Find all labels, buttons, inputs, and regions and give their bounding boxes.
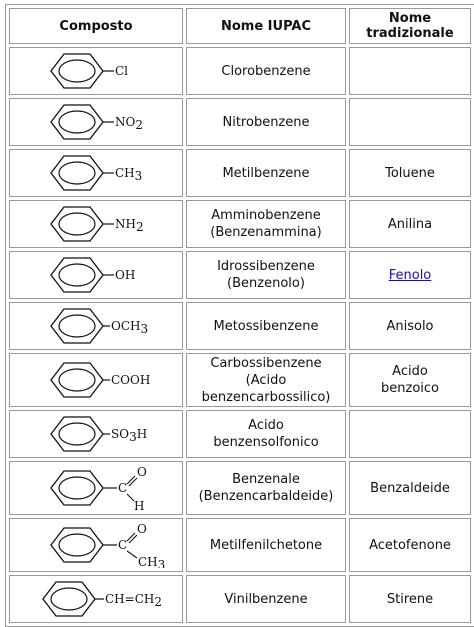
svg-text:CH3 [138, 555, 165, 568]
iupac-name-cell [186, 575, 346, 623]
structure-cell [9, 251, 183, 299]
traditional-name: Acetofenone [369, 537, 451, 553]
traditional-name-cell [349, 302, 471, 350]
traditional-name-cell [349, 410, 471, 458]
traditional-name-line1: Acido [392, 364, 428, 379]
structure-cell [9, 575, 183, 623]
iupac-name: Clorobenzene [221, 63, 311, 79]
substituent-label: CH=CH [105, 592, 155, 606]
iupac-name-cell [186, 302, 346, 350]
table-row [9, 98, 471, 146]
structure-cell [9, 149, 183, 197]
methyl-subscript: 3 [157, 558, 166, 568]
traditional-name-cell [349, 461, 471, 515]
traditional-name-cell [349, 575, 471, 623]
header-traditional-line2: tradizionale [366, 26, 454, 41]
table-row [9, 410, 471, 458]
carbonyl-oxygen: O [137, 522, 147, 536]
iupac-name: Nitrobenzene [222, 114, 310, 130]
table-row [9, 518, 471, 572]
svg-text:NH2 [115, 217, 144, 234]
svg-text:SO3H [111, 427, 147, 444]
iupac-name-line2: benzensolfonico [213, 435, 319, 450]
substituent-label: NO [115, 115, 136, 129]
iupac-name-cell [186, 149, 346, 197]
iupac-name-cell [186, 98, 346, 146]
benzene-structure [21, 579, 171, 619]
iupac-name-line2: (Acido [245, 372, 287, 388]
traditional-name-line2: benzoico [381, 381, 439, 396]
header-iupac: Nome IUPAC [186, 8, 346, 44]
table-row [9, 251, 471, 299]
structure-cell [9, 518, 183, 572]
iupac-name-line2: (Benzencarbaldeide) [198, 489, 334, 504]
benzene-structure [21, 51, 171, 91]
iupac-name-line2: (Benzenolo) [227, 276, 305, 291]
substituent-label: NH [115, 217, 136, 231]
svg-text:NO2 [115, 115, 143, 132]
structure-cell [9, 47, 183, 95]
table-row [9, 200, 471, 248]
benzene-structure [21, 306, 171, 346]
table-row [9, 47, 471, 95]
methyl-label: CH [138, 555, 158, 568]
header-traditional [349, 8, 471, 44]
iupac-name-cell [186, 251, 346, 299]
benzene-structure [21, 414, 171, 454]
traditional-name: Anisolo [386, 318, 434, 334]
iupac-name-cell [186, 410, 346, 458]
aldehyde-hydrogen: H [134, 499, 145, 511]
traditional-name-cell [349, 98, 471, 146]
traditional-name: Benzaldeide [370, 480, 450, 496]
svg-text:CH=CH2 [105, 592, 162, 609]
carbonyl-carbon: C [118, 538, 128, 552]
benzene-structure [21, 153, 171, 193]
table-row [9, 461, 471, 515]
table-row [9, 353, 471, 407]
substituent-subscript: 3 [129, 430, 137, 444]
table-header-row [9, 8, 471, 44]
iupac-name-line1: Acido [248, 418, 284, 433]
iupac-name: Metilbenzene [222, 165, 310, 181]
header-compound: Composto [9, 8, 183, 44]
substituent-subscript: 3 [134, 169, 143, 183]
carbonyl-carbon: C [118, 481, 128, 495]
substituent-tail: H [136, 427, 148, 441]
benzene-structure [21, 255, 171, 295]
traditional-name-cell [349, 518, 471, 572]
table-row [9, 149, 471, 197]
substituent-label: OH [115, 268, 136, 282]
iupac-name-line1: Amminobenzene [211, 208, 321, 223]
traditional-name-cell [349, 149, 471, 197]
iupac-name-cell [186, 47, 346, 95]
traditional-name: Stirene [386, 591, 434, 607]
iupac-name-cell [186, 200, 346, 248]
compound-table-container [5, 4, 469, 615]
iupac-name-line3: benzencarbossilico) [201, 389, 331, 405]
structure-cell [9, 98, 183, 146]
svg-text:OCH3 [111, 319, 148, 336]
structure-cell [9, 302, 183, 350]
traditional-name-cell [349, 200, 471, 248]
structure-cell [9, 353, 183, 407]
substituent-subscript: 2 [135, 220, 144, 234]
substituent-subscript: 2 [154, 595, 162, 609]
benzene-structure [21, 360, 171, 400]
iupac-name-line2: (Benzenammina) [210, 225, 322, 240]
structure-cell [9, 200, 183, 248]
compound-table [5, 4, 474, 627]
carbonyl-oxygen: O [137, 465, 147, 479]
benzene-structure [21, 465, 171, 511]
table-row [9, 575, 471, 623]
structure-cell [9, 461, 183, 515]
substituent-label: SO [111, 427, 130, 441]
substituent-label: Cl [115, 64, 129, 78]
benzene-structure [21, 522, 171, 568]
benzene-structure [21, 102, 171, 142]
traditional-name: Toluene [385, 165, 435, 181]
substituent-subscript: 2 [135, 118, 143, 132]
fenolo-link[interactable]: Fenolo [388, 267, 432, 283]
iupac-name: Vinilbenzene [224, 591, 308, 607]
iupac-name-line1: Idrossibenzene [217, 259, 315, 274]
traditional-name-cell [349, 353, 471, 407]
iupac-name: Metilfenilchetone [209, 537, 323, 553]
traditional-name-cell [349, 251, 471, 299]
structure-cell [9, 410, 183, 458]
substituent-label: COOH [111, 373, 151, 387]
substituent-subscript: 3 [140, 322, 149, 336]
substituent-label: OCH [111, 319, 141, 333]
iupac-name-cell [186, 518, 346, 572]
iupac-name-line1: Carbossibenzene [210, 355, 322, 371]
iupac-name-cell [186, 461, 346, 515]
traditional-name-cell [349, 47, 471, 95]
traditional-name: Anilina [387, 216, 433, 232]
iupac-name-line1: Benzenale [232, 472, 300, 487]
benzene-structure [21, 204, 171, 244]
header-traditional-line1: Nome [388, 11, 432, 26]
substituent-label: CH [115, 166, 135, 180]
table-row [9, 302, 471, 350]
svg-text:CH3 [115, 166, 142, 183]
iupac-name-cell [186, 353, 346, 407]
iupac-name: Metossibenzene [213, 318, 319, 334]
